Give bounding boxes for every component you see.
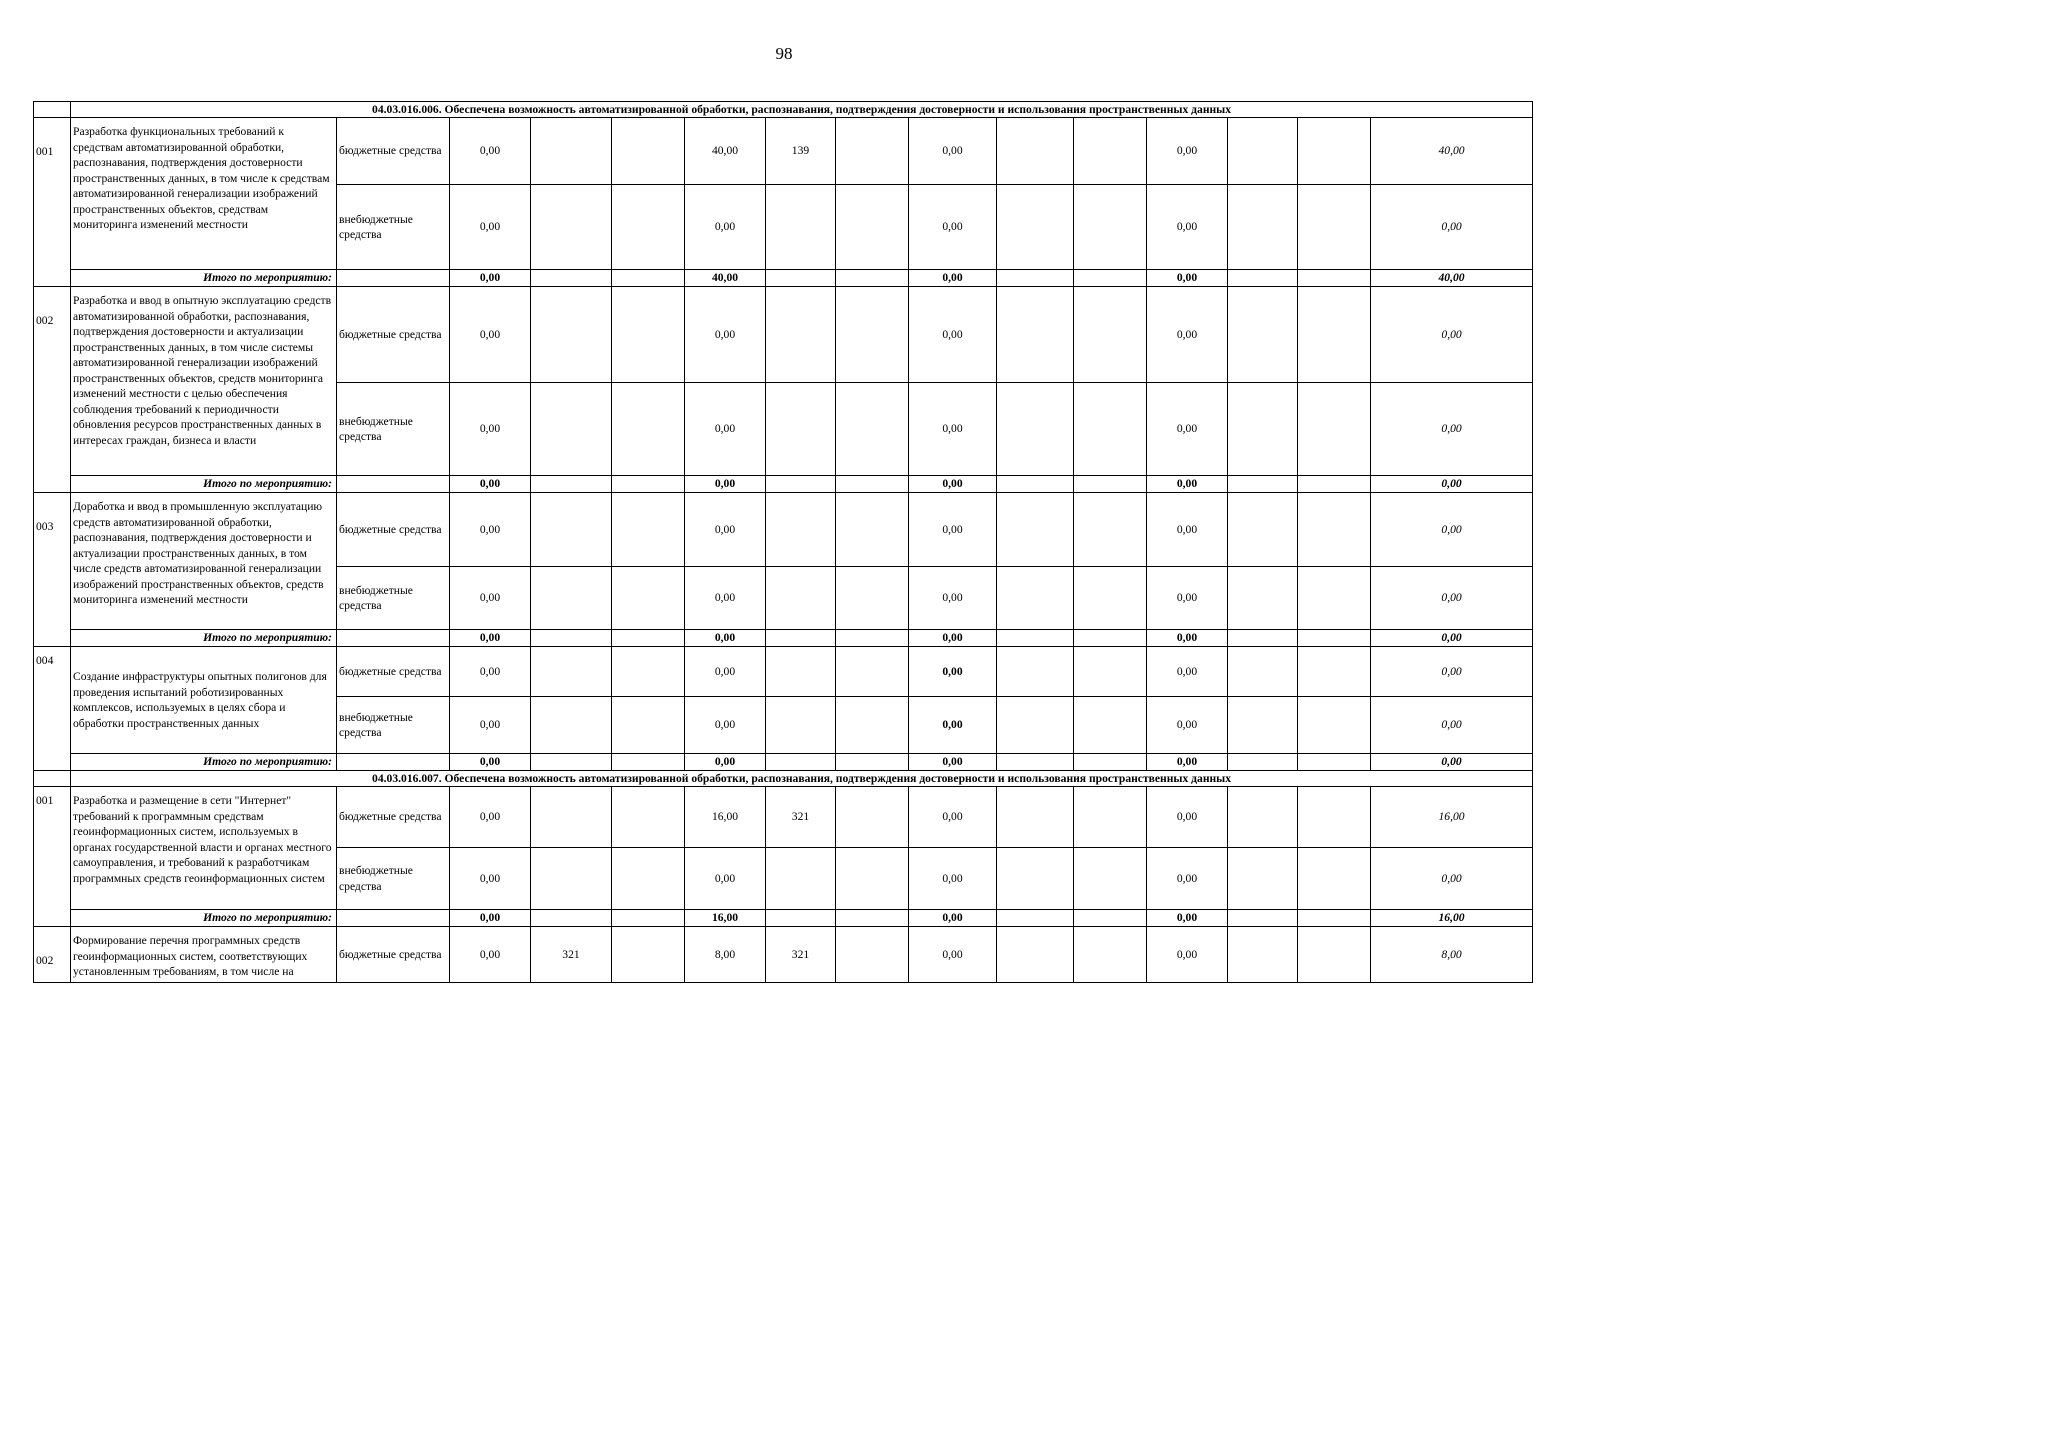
offbudget-value-cell: 0,00 [909, 567, 997, 630]
budget-value-cell [1228, 493, 1298, 567]
total-value-cell [1074, 476, 1147, 493]
offbudget-value-cell: 0,00 [685, 185, 766, 270]
offbudget-value-cell: 0,00 [1147, 697, 1228, 754]
budget-value-cell [1298, 647, 1371, 697]
total-value-cell [836, 630, 909, 647]
budget-value-cell [1298, 493, 1371, 567]
budget-value-cell: 0,00 [1371, 287, 1533, 383]
budget-value-cell [1228, 787, 1298, 848]
budget-row [34, 493, 1533, 567]
budget-value-cell: 0,00 [909, 787, 997, 848]
total-value-cell: 0,00 [685, 754, 766, 771]
budget-row [34, 118, 1533, 185]
event-description: Доработка и ввод в промышленную эксплуатацию средств автоматизированной обработки, распознавания, подтверждения достоверности и актуализации пространственных данных, в том числе средств автоматизированной генерализации изображений пространственных объектов, средств мониторинга изменений местности [71, 493, 337, 630]
offbudget-value-cell [1298, 383, 1371, 476]
budget-value-cell [1074, 647, 1147, 697]
funding-source-label: бюджетные средства [337, 287, 450, 383]
total-spacer-cell [337, 270, 450, 287]
total-value-cell [1228, 910, 1298, 927]
total-value-cell [997, 630, 1074, 647]
budget-value-cell: 8,00 [685, 927, 766, 983]
event-number: 003 [34, 493, 71, 647]
total-value-cell [612, 270, 685, 287]
budget-value-cell: 0,00 [1147, 927, 1228, 983]
budget-value-cell: 0,00 [909, 927, 997, 983]
event-total-row [34, 910, 1533, 927]
total-value-cell [836, 476, 909, 493]
total-value-cell [766, 270, 836, 287]
offbudget-value-cell: 0,00 [685, 383, 766, 476]
budget-value-cell: 321 [531, 927, 612, 983]
offbudget-value-cell [1074, 185, 1147, 270]
total-value-cell [997, 476, 1074, 493]
section-header-row [34, 102, 1533, 118]
event-total-row [34, 754, 1533, 771]
budget-value-cell: 0,00 [909, 287, 997, 383]
budget-value-cell [1228, 647, 1298, 697]
offbudget-value-cell [1074, 697, 1147, 754]
total-value-cell: 0,00 [909, 630, 997, 647]
offbudget-value-cell [766, 185, 836, 270]
budget-value-cell: 321 [766, 927, 836, 983]
offbudget-value-cell: 0,00 [1371, 848, 1533, 910]
budget-value-cell: 0,00 [1147, 118, 1228, 185]
total-label: Итого по мероприятию: [71, 754, 337, 771]
total-value-cell: 40,00 [685, 270, 766, 287]
offbudget-value-cell [531, 697, 612, 754]
offbudget-value-cell [766, 567, 836, 630]
budget-value-cell [1228, 287, 1298, 383]
budget-value-cell: 0,00 [685, 647, 766, 697]
budget-value-cell: 16,00 [1371, 787, 1533, 848]
budget-value-cell [836, 927, 909, 983]
total-value-cell [531, 476, 612, 493]
funding-source-label: внебюджетные средства [337, 185, 450, 270]
total-value-cell [1298, 270, 1371, 287]
event-description: Разработка и размещение в сети "Интернет" требований к программным средствам геоинформационных систем, используемых в органах государственной власти и органах местного самоуправления, и требований к разработчикам программных средств геоинформационных систем [71, 787, 337, 910]
funding-source-label: бюджетные средства [337, 647, 450, 697]
offbudget-value-cell [531, 185, 612, 270]
offbudget-value-cell [1228, 848, 1298, 910]
budget-value-cell: 0,00 [450, 647, 531, 697]
budget-value-cell: 0,00 [1371, 493, 1533, 567]
total-value-cell [997, 910, 1074, 927]
event-total-row [34, 476, 1533, 493]
offbudget-value-cell [766, 383, 836, 476]
offbudget-value-cell: 0,00 [1147, 185, 1228, 270]
total-value-cell: 0,00 [450, 754, 531, 771]
total-value-cell: 0,00 [1147, 270, 1228, 287]
offbudget-value-cell: 0,00 [450, 697, 531, 754]
budget-value-cell: 40,00 [685, 118, 766, 185]
total-value-cell [612, 476, 685, 493]
offbudget-value-cell [612, 185, 685, 270]
total-value-cell [766, 754, 836, 771]
budget-value-cell [531, 647, 612, 697]
offbudget-value-cell: 0,00 [1371, 383, 1533, 476]
total-value-cell: 0,00 [909, 270, 997, 287]
offbudget-value-cell: 0,00 [1147, 383, 1228, 476]
budget-value-cell: 321 [766, 787, 836, 848]
offbudget-value-cell [997, 848, 1074, 910]
total-label: Итого по мероприятию: [71, 910, 337, 927]
total-spacer-cell [337, 754, 450, 771]
budget-value-cell [836, 287, 909, 383]
budget-value-cell [1074, 927, 1147, 983]
total-spacer-cell [337, 630, 450, 647]
budget-value-cell [836, 118, 909, 185]
offbudget-value-cell [1074, 848, 1147, 910]
total-value-cell [1228, 754, 1298, 771]
offbudget-value-cell [766, 848, 836, 910]
offbudget-value-cell [836, 567, 909, 630]
total-value-cell: 0,00 [1147, 754, 1228, 771]
budget-value-cell [612, 493, 685, 567]
offbudget-value-cell: 0,00 [1371, 185, 1533, 270]
budget-value-cell [612, 287, 685, 383]
event-number: 001 [34, 118, 71, 287]
event-total-row [34, 630, 1533, 647]
budget-value-cell [612, 647, 685, 697]
section-spacer-cell [34, 771, 71, 787]
offbudget-value-cell [1074, 567, 1147, 630]
total-value-cell: 40,00 [1371, 270, 1533, 287]
budget-value-cell [1228, 118, 1298, 185]
budget-value-cell: 8,00 [1371, 927, 1533, 983]
budget-value-cell: 0,00 [1147, 493, 1228, 567]
funding-source-label: бюджетные средства [337, 118, 450, 185]
budget-value-cell [1228, 927, 1298, 983]
event-description: Формирование перечня программных средств геоинформационных систем, соответствующих установленным требованиям, в том числе на [71, 927, 337, 983]
offbudget-value-cell: 0,00 [685, 848, 766, 910]
offbudget-value-cell [997, 567, 1074, 630]
total-label: Итого по мероприятию: [71, 270, 337, 287]
budget-value-cell: 0,00 [1147, 287, 1228, 383]
offbudget-value-cell [1228, 567, 1298, 630]
offbudget-value-cell: 0,00 [450, 383, 531, 476]
budget-value-cell: 0,00 [450, 927, 531, 983]
budget-value-cell [1074, 287, 1147, 383]
total-value-cell: 0,00 [1371, 476, 1533, 493]
total-value-cell: 16,00 [1371, 910, 1533, 927]
total-value-cell [1074, 630, 1147, 647]
budget-table [33, 101, 1533, 983]
budget-value-cell: 16,00 [685, 787, 766, 848]
total-value-cell: 0,00 [450, 476, 531, 493]
total-value-cell [612, 910, 685, 927]
offbudget-value-cell [1228, 383, 1298, 476]
section-title: 04.03.016.006. Обеспечена возможность автоматизированной обработки, распознавания, подтверждения достоверности и использования пространственных данных [71, 102, 1533, 118]
offbudget-value-cell: 0,00 [909, 697, 997, 754]
budget-value-cell [836, 493, 909, 567]
event-description: Разработка функциональных требований к средствам автоматизированной обработки, распознавания, подтверждения достоверности пространственных данных, в том числе к средствам автоматизированной генерализации изображений пространственных объектов, средствам мониторинга изменений местности [71, 118, 337, 270]
offbudget-value-cell [612, 383, 685, 476]
total-value-cell: 0,00 [1147, 476, 1228, 493]
offbudget-value-cell: 0,00 [450, 567, 531, 630]
total-value-cell [1074, 754, 1147, 771]
offbudget-value-cell [997, 697, 1074, 754]
offbudget-value-cell: 0,00 [909, 848, 997, 910]
offbudget-value-cell [836, 697, 909, 754]
total-spacer-cell [337, 910, 450, 927]
budget-value-cell [836, 787, 909, 848]
budget-value-cell [531, 287, 612, 383]
offbudget-value-cell: 0,00 [1371, 567, 1533, 630]
offbudget-value-cell [836, 383, 909, 476]
offbudget-value-cell: 0,00 [1371, 697, 1533, 754]
budget-value-cell: 0,00 [450, 493, 531, 567]
event-number: 004 [34, 647, 71, 771]
total-value-cell [1228, 476, 1298, 493]
total-value-cell: 0,00 [450, 910, 531, 927]
budget-value-cell [1074, 493, 1147, 567]
offbudget-value-cell [997, 185, 1074, 270]
budget-value-cell [531, 118, 612, 185]
total-value-cell [836, 910, 909, 927]
section-header-row [34, 771, 1533, 787]
offbudget-value-cell [1074, 383, 1147, 476]
funding-source-label: бюджетные средства [337, 493, 450, 567]
total-value-cell [531, 910, 612, 927]
total-value-cell [997, 754, 1074, 771]
funding-source-label: внебюджетные средства [337, 848, 450, 910]
total-value-cell [997, 270, 1074, 287]
funding-source-label: внебюджетные средства [337, 383, 450, 476]
offbudget-value-cell: 0,00 [450, 185, 531, 270]
event-number: 002 [34, 927, 71, 983]
offbudget-value-cell [1298, 848, 1371, 910]
total-value-cell [1298, 754, 1371, 771]
total-value-cell [531, 754, 612, 771]
budget-row [34, 927, 1533, 983]
section-title: 04.03.016.007. Обеспечена возможность автоматизированной обработки, распознавания, подтверждения достоверности и использования пространственных данных [71, 771, 1533, 787]
total-value-cell [531, 630, 612, 647]
offbudget-value-cell [1228, 697, 1298, 754]
budget-value-cell [766, 287, 836, 383]
offbudget-value-cell: 0,00 [909, 383, 997, 476]
offbudget-value-cell [1298, 567, 1371, 630]
funding-source-label: бюджетные средства [337, 927, 450, 983]
event-description: Разработка и ввод в опытную эксплуатацию средств автоматизированной обработки, распознавания, подтверждения достоверности и актуализации пространственных данных, в том числе системы автоматизированной генерализации изображений пространственных объектов, средств мониторинга изменений местности с целью обеспечения соблюдения требований к периодичности обновления ресурсов пространственных данных в интересах граждан, бизнеса и власти [71, 287, 337, 476]
funding-source-label: внебюджетные средства [337, 697, 450, 754]
funding-source-label: бюджетные средства [337, 787, 450, 848]
budget-value-cell [766, 493, 836, 567]
budget-value-cell: 0,00 [450, 287, 531, 383]
total-value-cell: 0,00 [1371, 630, 1533, 647]
budget-value-cell: 0,00 [450, 118, 531, 185]
total-value-cell [612, 630, 685, 647]
total-value-cell: 0,00 [909, 910, 997, 927]
budget-value-cell [997, 493, 1074, 567]
budget-value-cell [766, 647, 836, 697]
budget-value-cell [836, 647, 909, 697]
total-value-cell [612, 754, 685, 771]
event-total-row [34, 270, 1533, 287]
offbudget-value-cell: 0,00 [1147, 848, 1228, 910]
budget-row [34, 287, 1533, 383]
offbudget-value-cell [836, 185, 909, 270]
total-value-cell: 0,00 [450, 270, 531, 287]
budget-value-cell: 0,00 [1147, 647, 1228, 697]
budget-value-cell: 0,00 [685, 493, 766, 567]
budget-value-cell [1298, 118, 1371, 185]
offbudget-value-cell: 0,00 [685, 697, 766, 754]
budget-value-cell [997, 647, 1074, 697]
budget-value-cell [1074, 787, 1147, 848]
total-value-cell: 16,00 [685, 910, 766, 927]
budget-value-cell [612, 787, 685, 848]
total-value-cell [1298, 630, 1371, 647]
total-value-cell: 0,00 [685, 630, 766, 647]
total-value-cell: 0,00 [1371, 754, 1533, 771]
total-value-cell [836, 754, 909, 771]
offbudget-value-cell [1228, 185, 1298, 270]
budget-value-cell [612, 118, 685, 185]
offbudget-value-cell [1298, 185, 1371, 270]
budget-value-cell: 0,00 [685, 287, 766, 383]
offbudget-value-cell [1298, 697, 1371, 754]
total-value-cell: 0,00 [1147, 630, 1228, 647]
total-value-cell: 0,00 [450, 630, 531, 647]
total-value-cell [1228, 270, 1298, 287]
page-number: 98 [775, 44, 793, 63]
total-value-cell [766, 630, 836, 647]
total-label: Итого по мероприятию: [71, 476, 337, 493]
total-value-cell [1298, 476, 1371, 493]
budget-value-cell [997, 118, 1074, 185]
budget-value-cell [531, 787, 612, 848]
offbudget-value-cell: 0,00 [909, 185, 997, 270]
total-label: Итого по мероприятию: [71, 630, 337, 647]
offbudget-value-cell [836, 848, 909, 910]
total-value-cell [1228, 630, 1298, 647]
budget-value-cell: 0,00 [1147, 787, 1228, 848]
total-value-cell [836, 270, 909, 287]
budget-value-cell [1298, 287, 1371, 383]
event-description: Создание инфраструктуры опытных полигонов для проведения испытаний роботизированных комплексов, используемых в целях сбора и обработки пространственных данных [71, 647, 337, 754]
budget-value-cell [997, 927, 1074, 983]
offbudget-value-cell [531, 848, 612, 910]
event-number: 002 [34, 287, 71, 493]
budget-value-cell: 0,00 [909, 493, 997, 567]
budget-value-cell [997, 287, 1074, 383]
budget-value-cell [1298, 787, 1371, 848]
budget-value-cell [612, 927, 685, 983]
offbudget-value-cell [612, 848, 685, 910]
total-value-cell: 0,00 [1147, 910, 1228, 927]
offbudget-value-cell: 0,00 [450, 848, 531, 910]
offbudget-value-cell [531, 383, 612, 476]
section-spacer-cell [34, 102, 71, 118]
offbudget-value-cell: 0,00 [1147, 567, 1228, 630]
total-value-cell [531, 270, 612, 287]
event-number: 001 [34, 787, 71, 927]
offbudget-value-cell [531, 567, 612, 630]
budget-value-cell: 0,00 [1371, 647, 1533, 697]
budget-row [34, 787, 1533, 848]
budget-value-cell [1298, 927, 1371, 983]
total-value-cell [1298, 910, 1371, 927]
offbudget-value-cell [766, 697, 836, 754]
offbudget-value-cell [997, 383, 1074, 476]
budget-value-cell [531, 493, 612, 567]
funding-source-label: внебюджетные средства [337, 567, 450, 630]
total-value-cell [1074, 910, 1147, 927]
budget-value-cell: 40,00 [1371, 118, 1533, 185]
budget-row [34, 647, 1533, 697]
total-value-cell [766, 910, 836, 927]
total-value-cell: 0,00 [909, 476, 997, 493]
offbudget-value-cell [612, 697, 685, 754]
budget-value-cell [997, 787, 1074, 848]
budget-value-cell: 139 [766, 118, 836, 185]
offbudget-value-cell [612, 567, 685, 630]
offbudget-value-cell: 0,00 [685, 567, 766, 630]
budget-value-cell: 0,00 [450, 787, 531, 848]
budget-value-cell: 0,00 [909, 118, 997, 185]
budget-value-cell: 0,00 [909, 647, 997, 697]
budget-value-cell [1074, 118, 1147, 185]
total-value-cell: 0,00 [685, 476, 766, 493]
total-spacer-cell [337, 476, 450, 493]
total-value-cell [1074, 270, 1147, 287]
total-value-cell [766, 476, 836, 493]
total-value-cell: 0,00 [909, 754, 997, 771]
